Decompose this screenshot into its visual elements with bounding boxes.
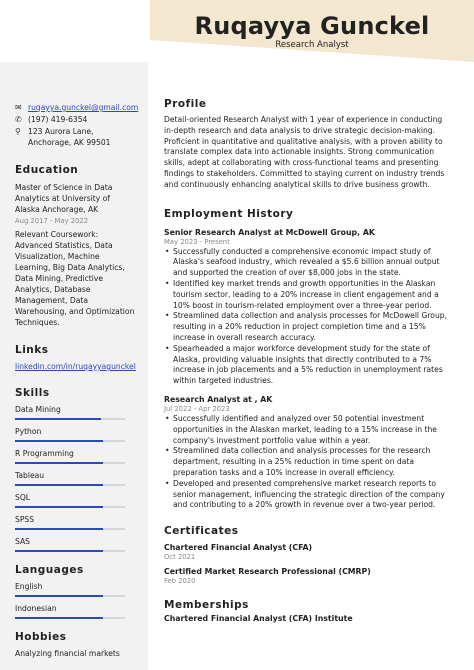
- skill-name: R Programming: [15, 449, 74, 458]
- job-bullets: [164, 247, 454, 387]
- sidebar: [0, 62, 148, 670]
- skill-item: [15, 471, 136, 486]
- memberships-heading: Memberships: [164, 599, 249, 612]
- skill-item: [15, 427, 136, 442]
- language-level-bar: [15, 617, 125, 619]
- job-title: Senior Research Analyst at McDowell Group, AK: [164, 227, 375, 237]
- skill-level-fill: [15, 484, 103, 486]
- education-dates: Aug 2017 - May 2022: [15, 217, 89, 225]
- skill-name: Python: [15, 427, 42, 436]
- job-bullet: • Developed and presented comprehensive market research reports to senior management, influencing the strategic direction of the company and contributing to a 20% growth in revenue over a two-year period.: [164, 479, 454, 511]
- contact-address-row: [15, 126, 136, 148]
- skill-item: [15, 405, 136, 420]
- skill-item: [15, 515, 136, 530]
- skill-item: [15, 537, 136, 552]
- skills-list: [15, 405, 136, 552]
- skill-name: SAS: [15, 537, 30, 546]
- candidate-name: Ruqayya Gunckel: [194, 12, 430, 40]
- skill-level-fill: [15, 440, 103, 442]
- skill-name: Tableau: [15, 471, 45, 480]
- skill-level-bar: [15, 440, 125, 442]
- certificates-list: [164, 543, 454, 585]
- skill-level-bar: [15, 528, 125, 530]
- job-bullet: • Spearheaded a major workforce development study for the state of Alaska, providing valuable insights that directly contributed to a 7% increase in job placements and a 5% reduction in unemployment rates within targeted industries.: [164, 344, 454, 387]
- skill-name: SPSS: [15, 515, 35, 524]
- main-content: [164, 98, 454, 623]
- phone-number: (197) 419-6354: [28, 115, 88, 124]
- jobs-list: [164, 228, 454, 512]
- job-dates: Jul 2022 - Apr 2023: [164, 404, 230, 413]
- employment-heading: Employment History: [164, 207, 294, 220]
- skill-level-bar: [15, 462, 125, 464]
- linkedin-link[interactable]: linkedin.com/in/ruqayyagunckel: [15, 362, 136, 371]
- skill-level-fill: [15, 550, 103, 552]
- language-level-fill: [15, 595, 103, 597]
- skill-item: [15, 449, 136, 464]
- job-bullets: [164, 414, 454, 511]
- location-pin-icon: ⚲: [15, 127, 21, 136]
- skill-level-bar: [15, 506, 125, 508]
- phone-icon: ✆: [15, 115, 22, 124]
- employment-section: [164, 208, 454, 512]
- language-name: Indonesian: [15, 604, 57, 613]
- education-heading: Education: [15, 164, 79, 176]
- envelope-icon: ✉: [15, 103, 22, 112]
- languages-list: [15, 582, 136, 619]
- certificate-name: Certified Market Research Professional (CMRP): [164, 567, 371, 577]
- hobbies-heading: Hobbies: [15, 631, 67, 643]
- candidate-job-title: Research Analyst: [275, 40, 349, 50]
- profile-heading: Profile: [164, 98, 207, 110]
- address: 123 Aurora Lane, Anchorage, AK 99501: [28, 127, 111, 147]
- job-bullet: • Successfully conducted a comprehensive economic impact study of Alaska's seafood industry, which revealed a $5.6 billion annual output and supported the creation of over $8,000 jobs in the state.: [164, 247, 454, 279]
- skill-name: Data Mining: [15, 405, 61, 414]
- skill-level-fill: [15, 462, 103, 464]
- memberships-section: [164, 599, 454, 623]
- language-item: [15, 582, 136, 597]
- skill-level-bar: [15, 418, 125, 420]
- membership-item: Chartered Financial Analyst (CFA) Institute: [164, 614, 353, 624]
- job-bullet: • Streamlined data collection and analysis processes for the research department, resulting in a 25% reduction in time spent on data preparation tasks and a 10% increase in overall efficiency.: [164, 446, 454, 478]
- certificate-date: Feb 2020: [164, 577, 196, 586]
- language-level-bar: [15, 595, 125, 597]
- languages-heading: Languages: [15, 564, 84, 576]
- language-item: [15, 604, 136, 619]
- job-bullet: • Successfully identified and analyzed over 50 potential investment opportunities in the Alaskan market, leading to a 15% increase in the company's investment portfolio value within a year.: [164, 414, 454, 446]
- skill-level-fill: [15, 418, 101, 420]
- job-bullet: • Identified key market trends and growth opportunities in the Alaskan tourism sector, leading to a 20% increase in client engagement and a 10% boost in tourism-related employment over a three-year period.: [164, 279, 454, 311]
- email-link[interactable]: ruqayya.gunckel@gmail.com: [28, 103, 139, 112]
- certificate-name: Chartered Financial Analyst (CFA): [164, 543, 313, 553]
- job-bullet: • Streamlined data collection and analysis processes for McDowell Group, resulting in a 20% reduction in project completion time and a 15% increase in overall research accuracy.: [164, 311, 454, 343]
- skill-name: SQL: [15, 493, 31, 502]
- education-degree: Master of Science in Data Analytics at University of Alaska Anchorage, AK: [15, 183, 113, 214]
- job-title: Research Analyst at , AK: [164, 394, 273, 404]
- hobby-item: Analyzing financial markets: [15, 649, 120, 658]
- certificates-section: [164, 525, 454, 585]
- language-level-fill: [15, 617, 103, 619]
- profile-text: Detail-oriented Research Analyst with 1 year of experience in conducting in-depth research and data analysis to drive strategic decision-making. Proficient in quantitative and qualitative analysis, with a proven ability to translate complex data into actionable insights. Strong communication skills, adept at collaborating with cross-functional teams and presenting findings to stakeholders. Committed to staying current on industry trends and continuously enhancing analytical skills to drive business growth.: [164, 115, 445, 189]
- language-name: English: [15, 582, 43, 591]
- certificates-heading: Certificates: [164, 525, 239, 538]
- links-heading: Links: [15, 344, 49, 356]
- certificate-date: Oct 2021: [164, 553, 196, 562]
- job-dates: May 2023 - Present: [164, 237, 230, 246]
- skill-level-fill: [15, 506, 103, 508]
- skills-heading: Skills: [15, 387, 50, 399]
- skill-level-bar: [15, 484, 125, 486]
- skill-level-bar: [15, 550, 125, 552]
- skill-item: [15, 493, 136, 508]
- education-coursework: Relevant Coursework: Advanced Statistics, Data Visualization, Machine Learning, Big Data Analytics, Data Mining, Predictive Analytics, Database Management, Data Warehousing, and Optimization Techniques.: [15, 230, 135, 327]
- contact-phone-row: [15, 114, 136, 125]
- contact-email-row: [15, 102, 139, 113]
- skill-level-fill: [15, 528, 103, 530]
